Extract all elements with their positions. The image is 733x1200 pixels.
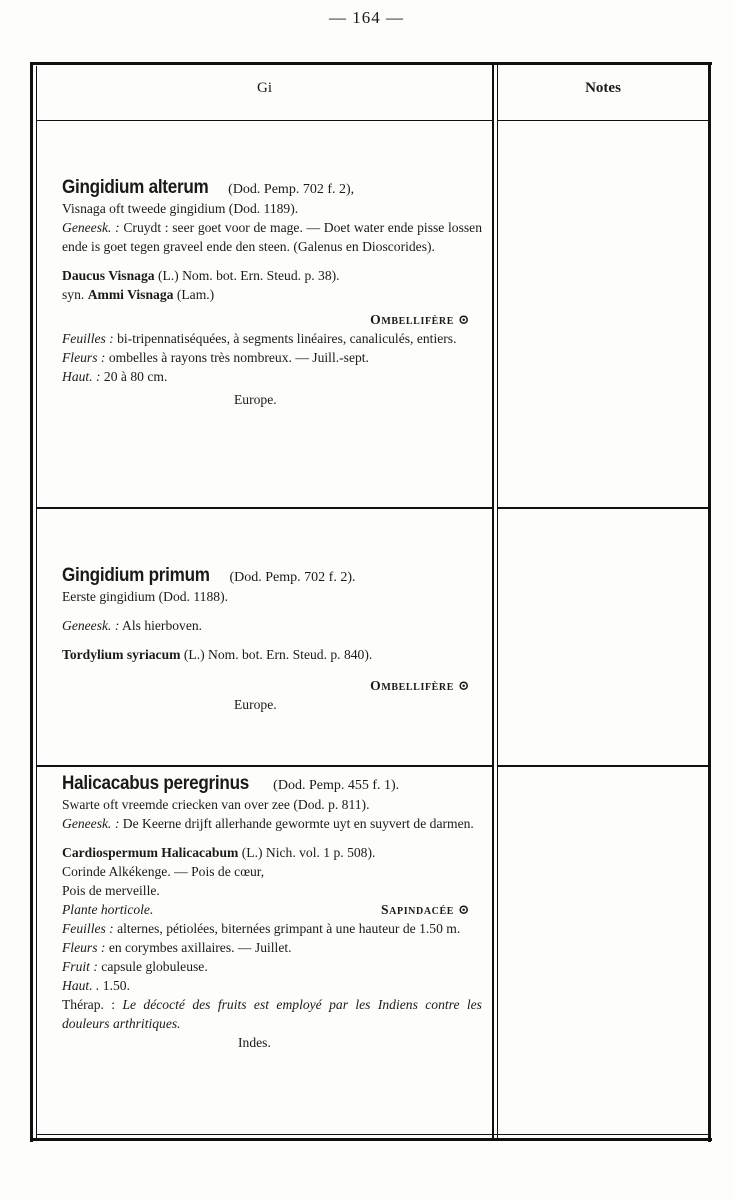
feuilles-label: Feuilles :: [62, 331, 114, 346]
region: Indes.: [238, 1035, 271, 1050]
botanical-ref: (L.) Nich. vol. 1 p. 508).: [241, 845, 376, 860]
region: Europe.: [234, 392, 277, 407]
entry-gingidium-alterum: [62, 178, 482, 409]
synonym-author: (Lam.): [176, 287, 215, 302]
plant-family: Sapindacée ⊙: [381, 902, 470, 917]
table-top-border: [30, 62, 712, 65]
row-separator-1: [37, 507, 492, 509]
page-number: — 164 —: [329, 8, 404, 27]
geneesk-label: Geneesk. :: [62, 220, 120, 235]
botanical-ref: (L.) Nom. bot. Ern. Steud. p. 840).: [183, 647, 373, 662]
entry-reference: (Dod. Pemp. 702 f. 2),: [228, 182, 355, 197]
feuilles-paragraph: [62, 329, 482, 348]
vernacular-line: Visnaga oft tweede gingidium (Dod. 1189).: [62, 201, 299, 216]
common-names-line-2: Pois de merveille.: [62, 883, 160, 898]
botanical-name: Daucus Visnaga: [62, 268, 155, 283]
botanical-name-line: [62, 843, 482, 862]
plant-family: Ombellifère ⊙: [370, 678, 470, 693]
column-header-right: Notes: [585, 80, 621, 96]
fruit-text: capsule globuleuse.: [101, 959, 208, 974]
entry-reference: (Dod. Pemp. 702 f. 2).: [229, 570, 356, 585]
feuilles-paragraph: [62, 919, 482, 938]
table-left-border-inner: [36, 66, 37, 1140]
entry-gingidium-primum: [62, 566, 482, 714]
feuilles-label: Feuilles :: [62, 921, 114, 936]
fruit-label: Fruit :: [62, 959, 98, 974]
botanical-name-line: [62, 266, 482, 285]
feuilles-text: bi-tripennatiséquées, à segments linéaires, canaliculés, entiers.: [117, 331, 457, 346]
haut-label: Haut. .: [62, 978, 100, 993]
botanical-name: Tordylium syriacum: [62, 647, 181, 662]
geneesk-text: De Keerne drijft allerhande gewormte uyt en suyvert de darmen.: [122, 816, 474, 831]
column-header-left: Gi: [257, 80, 272, 96]
synonym-name: Ammi Visnaga: [87, 287, 174, 302]
fleurs-line: [62, 348, 482, 367]
row-separator-2: [37, 765, 492, 767]
header-rule-left: [37, 120, 492, 121]
haut-line: [62, 367, 482, 386]
geneesk-text: Als hierboven.: [122, 618, 203, 633]
row-separator-1-right: [498, 507, 708, 509]
row-separator-2-right: [498, 765, 708, 767]
entry-halicacabus-peregrinus: [62, 774, 482, 1052]
common-names-line: Corinde Alkékenge. — Pois de cœur,: [62, 864, 265, 879]
haut-text: 1.50.: [102, 978, 130, 993]
feuilles-text: alternes, pétiolées, biternées grimpant à une hauteur de 1.50 m.: [117, 921, 461, 936]
synonym-prefix: syn.: [62, 287, 85, 302]
haut-text: 20 à 80 cm.: [103, 369, 168, 384]
vernacular-line: Eerste gingidium (Dod. 1188).: [62, 589, 228, 604]
plant-family: Ombellifère ⊙: [370, 312, 470, 327]
vernacular-line: Swarte oft vreemde criecken van over zee (Dod. p. 811).: [62, 797, 370, 812]
geneesk-label: Geneesk. :: [62, 618, 120, 633]
fleurs-text: ombelles à rayons très nombreux. — Juill.-sept.: [108, 350, 369, 365]
entry-title: Gingidium primum: [62, 565, 210, 586]
botanical-name: Cardiospermum Halicacabum: [62, 845, 239, 860]
geneesk-paragraph: [62, 814, 482, 833]
botanical-name-line: [62, 645, 482, 664]
botanical-ref: (L.) Nom. bot. Ern. Steud. p. 38).: [157, 268, 340, 283]
table-bottom-border-thin: [36, 1134, 708, 1135]
geneesk-paragraph: [62, 218, 482, 256]
geneesk-text: Cruydt : seer goet voor de mage. — Doet water ende pisse lossen ende is goet tegen graveel ende den steen. (Galenus en Dioscorides).: [62, 220, 482, 254]
haut-line: [62, 976, 482, 995]
header-rule-right: [498, 120, 708, 121]
column-divider: [492, 65, 494, 1140]
fleurs-label: Fleurs :: [62, 940, 106, 955]
therap-text: Le décocté des fruits est employé par les Indiens contre les douleurs arthritiques.: [62, 997, 482, 1031]
synonym-line: [62, 285, 482, 304]
therap-label: Thérap. :: [62, 997, 116, 1012]
table-left-border: [30, 62, 33, 1142]
entry-title: Gingidium alterum: [62, 177, 209, 198]
entry-title: Halicacabus peregrinus: [62, 773, 249, 794]
region: Europe.: [234, 697, 277, 712]
entry-reference: (Dod. Pemp. 455 f. 1).: [273, 778, 400, 793]
plante-family-line: [62, 900, 482, 919]
fleurs-line: [62, 938, 482, 957]
haut-label: Haut. :: [62, 369, 101, 384]
geneesk-line: [62, 616, 482, 635]
therap-paragraph: [62, 995, 482, 1033]
fleurs-label: Fleurs :: [62, 350, 106, 365]
table-bottom-border: [30, 1138, 712, 1141]
plante-horticole: Plante horticole.: [62, 902, 154, 917]
fruit-line: [62, 957, 482, 976]
fleurs-text: en corymbes axillaires. — Juillet.: [108, 940, 292, 955]
column-divider-inner: [497, 65, 498, 1140]
geneesk-label: Geneesk. :: [62, 816, 120, 831]
table-right-border: [708, 62, 711, 1142]
